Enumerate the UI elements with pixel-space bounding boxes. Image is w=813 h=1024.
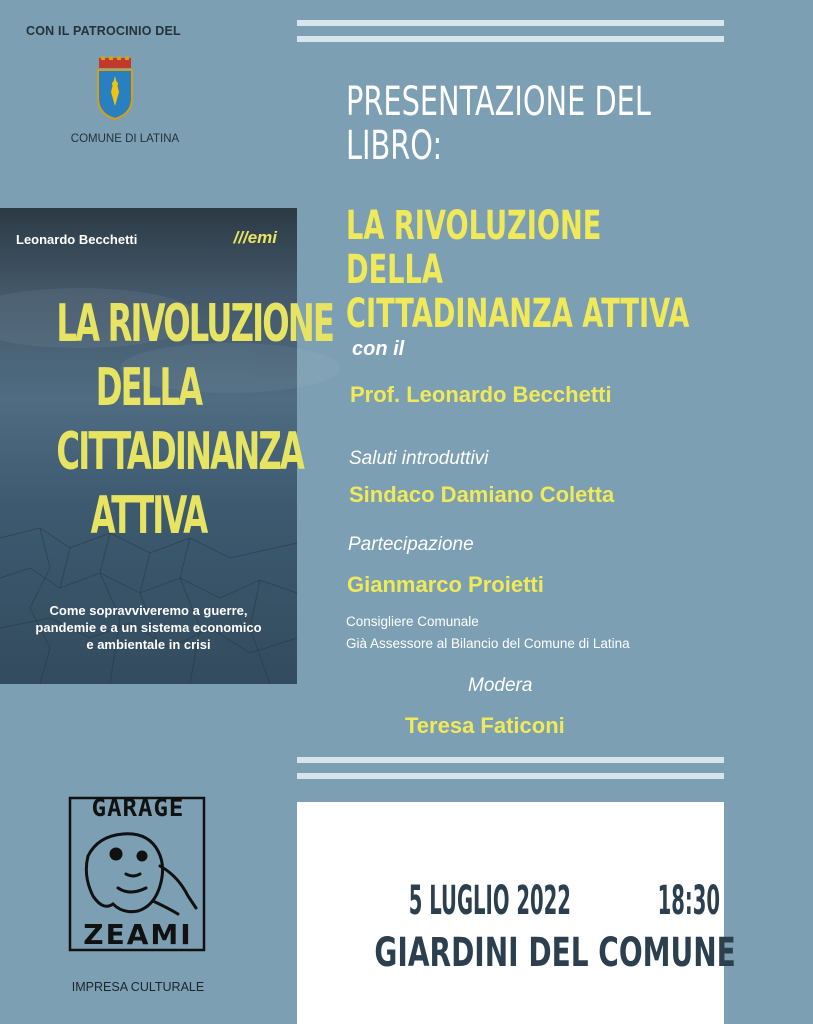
event-date-time <box>297 878 724 924</box>
book-title <box>56 292 334 548</box>
logo-wordmark-bottom: ZEAMI <box>83 918 193 951</box>
presentation-heading-line: PRESENTAZIONE DEL <box>346 79 651 125</box>
book-title-line: LA RIVOLUZIONE <box>56 294 334 354</box>
participant-name: Gianmarco Proietti <box>347 572 544 597</box>
event-date: 5 LUGLIO 2022 <box>408 878 571 924</box>
decorative-stripe <box>297 20 724 26</box>
publisher-logo: ///emi <box>233 228 277 247</box>
book-subtitle <box>10 602 287 653</box>
participation-label: Partecipazione <box>348 534 474 555</box>
moderator-name: Teresa Faticoni <box>405 713 565 738</box>
book-title-line: ATTIVA <box>90 486 207 546</box>
book-subtitle-line: Come sopravviveremo a guerre, <box>49 603 248 618</box>
greetings-label: Saluti introduttivi <box>349 448 489 469</box>
coat-of-arms-icon <box>95 56 135 120</box>
book-cover <box>0 208 334 684</box>
book-title-line: CITTADINANZA <box>56 422 303 482</box>
decorative-stripe <box>297 36 724 42</box>
event-place-text: GIARDINI DEL COMUNE <box>374 930 736 976</box>
participant-role: Già Assessore al Bilancio del Comune di Latina <box>346 636 630 651</box>
event-book-title <box>346 204 689 336</box>
decorative-stripe <box>297 757 724 763</box>
book-author: Leonardo Becchetti <box>16 232 138 247</box>
event-book-title-line: CITTADINANZA ATTIVA <box>346 291 690 337</box>
book-subtitle-line: pandemie e a un sistema economico <box>35 620 262 635</box>
event-time: 18:30 <box>657 878 721 924</box>
presentation-heading-line: LIBRO: <box>346 123 443 169</box>
participant-role: Consigliere Comunale <box>346 614 479 629</box>
book-subtitle-line: e ambientale in crisi <box>86 637 211 652</box>
greetings-name: Sindaco Damiano Coletta <box>349 482 615 507</box>
logo-wordmark-top: GARAGE <box>91 794 185 822</box>
presentation-heading <box>346 80 651 168</box>
event-place <box>297 930 736 976</box>
book-title-line: DELLA <box>95 358 202 418</box>
organizer-tagline: IMPRESA CULTURALE <box>71 980 205 994</box>
speaker-name: Prof. Leonardo Becchetti <box>350 382 612 407</box>
patronage-label: CON IL PATROCINIO DEL <box>26 24 181 38</box>
comune-label: COMUNE DI LATINA <box>70 133 180 145</box>
event-book-title-line: DELLA <box>346 247 443 293</box>
event-book-title-line: LA RIVOLUZIONE <box>346 203 602 249</box>
with-label: con il <box>352 338 405 360</box>
decorative-stripe <box>297 773 724 779</box>
moderator-label: Modera <box>468 675 533 696</box>
